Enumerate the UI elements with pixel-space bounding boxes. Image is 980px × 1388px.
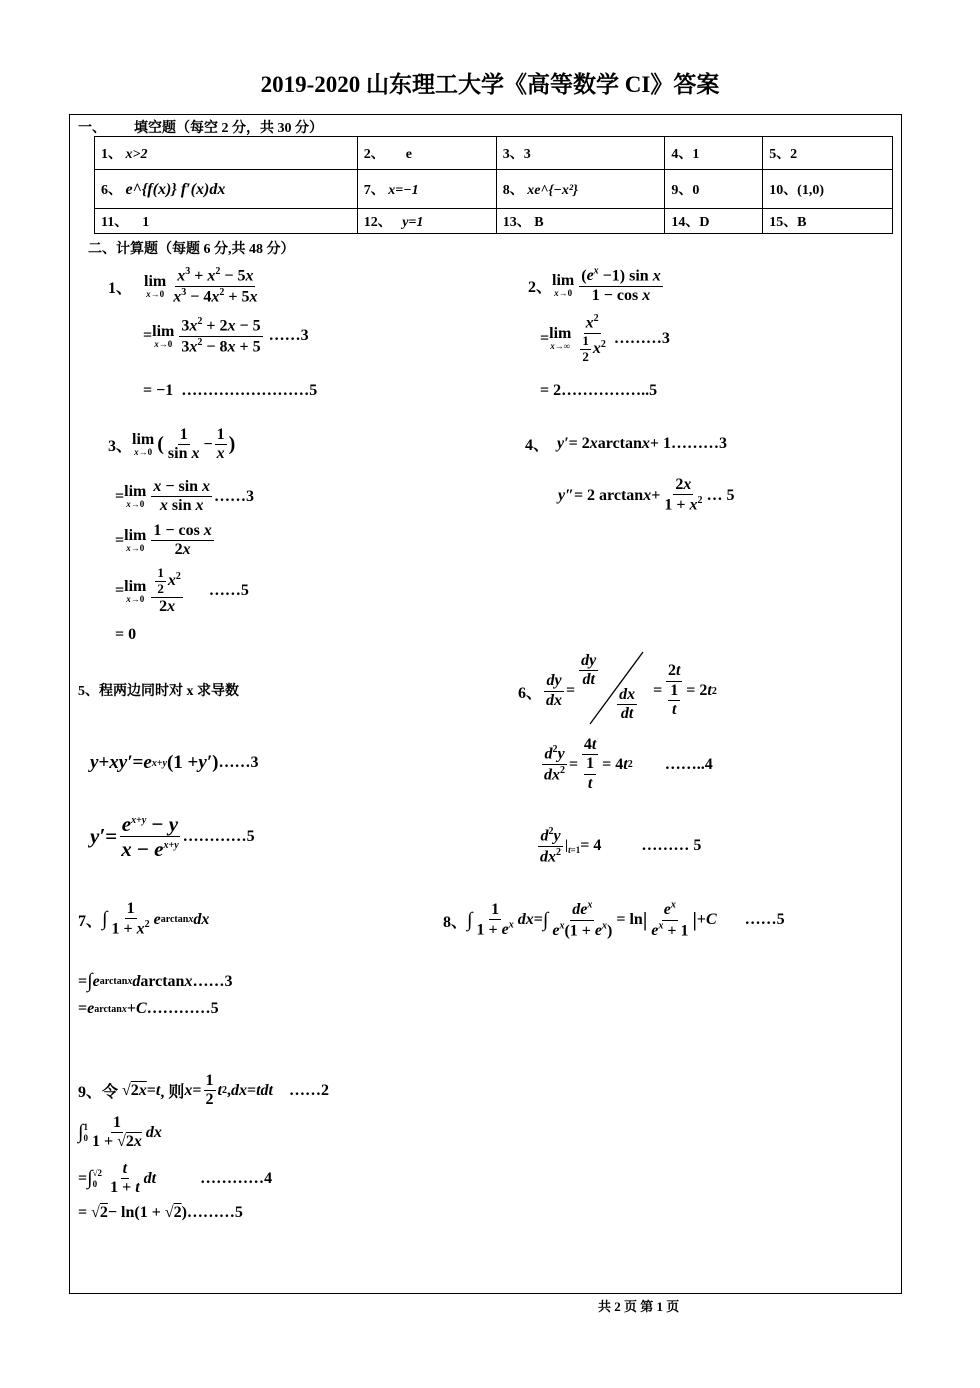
answer-cell-2: 2、 e xyxy=(357,137,496,170)
problem-7-step-2: = e arctanx + C …………5 xyxy=(78,1000,219,1017)
problem-4-step-1: 4、 y′ = 2 x arctan x + 1 ………3 xyxy=(525,434,728,454)
problem-9-step-2: = √ 2 − ln(1 + √ 2 ) ………5 xyxy=(78,1204,243,1221)
answer-cell-8: 8、 xe^{−x²} xyxy=(496,170,665,209)
page-footer: 共 2 页 第 1 页 xyxy=(598,1299,680,1314)
problem-5-step-2: y′ = $e^{x+y} - y$ $x - e^{x+y}$ …………5 xyxy=(90,812,255,862)
answer-cell-10: 10、(1,0) xyxy=(763,170,893,209)
answer-cell-7: 7、 x=−1 xyxy=(357,170,496,209)
answer-cell-5: 5、2 xyxy=(763,137,893,170)
problem-2-step-1: = lim x→∞ $x^2$ $\frac{1}{2}$ $x^2$ ………3 xyxy=(540,313,670,364)
problem-4-step-2: y″ = 2 arctan x + 2x $1 + x^2$ … 5 xyxy=(558,476,735,514)
problem-6-step-2: $d^2y$ $dx^2$ = 4t $\frac{1}{t}$ = 4 t 2 ……..4 xyxy=(544,736,713,792)
answer-cell-15: 15、B xyxy=(763,209,893,234)
problem-2-step-2: = 2 ……………..5 xyxy=(540,382,658,399)
problem-7-statement: 7、 ∫ 1 $1 + x^2$ e arctanx dx xyxy=(78,900,210,938)
fill-in-answer-table xyxy=(94,136,893,234)
page-title: 2019-2020 山东理工大学《高等数学 CI》答案 xyxy=(260,72,720,97)
problem-5-statement: 5、程两边同时对 x 求导数 xyxy=(78,684,239,699)
section-2-heading: 二、计算题（每题 6 分,共 48 分） xyxy=(88,242,295,257)
answer-cell-12: 12、 y=1 xyxy=(357,209,496,234)
problem-9-substitution: 9、令 √ 2x = t , 则 x = 1 2 t 2 , dx = tdt ……2 xyxy=(78,1072,329,1109)
answer-cell-4: 4、1 xyxy=(665,137,763,170)
problem-3-step-1: = lim x→0 x − sin x x sin x ……3 xyxy=(115,478,255,515)
answer-cell-3: 3、3 xyxy=(496,137,665,170)
answer-cell-13: 13、 B xyxy=(496,209,665,234)
problem-8-solution: 8、 ∫ 1 $1 + e^x$ dx = ∫ $de^x$ $e^x(1 + e^x)$ = ln | $e^x$ $e^x + 1$ | + C ……5 xyxy=(443,900,785,940)
section-1-heading: 一、 填空题（每空 2 分，共 30 分） xyxy=(78,121,323,136)
problem-3-step-2: = lim x→0 1 − cos x 2x xyxy=(115,522,212,559)
problem-1-step-1: = lim x→0 $3x^2 + 2x - 5$ $3x^2 - 8x + 5$ ……3 xyxy=(143,316,309,356)
problem-1-statement: 1、 lim x→0 $x^3 + x^2 - 5x$ $x^3 - 4x^2 + 5x$ xyxy=(108,266,258,306)
fraction-slash xyxy=(588,650,658,726)
answer-cell-9: 9、0 xyxy=(665,170,763,209)
answer-cell-1: 1、 x>2 xyxy=(95,137,358,170)
answer-cell-14: 14、D xyxy=(665,209,763,234)
problem-3-step-3: = lim x→0 $\frac{1}{2}$ $x^2$ 2x ……5 xyxy=(115,565,249,615)
problem-1-step-2: = −1 ……………………5 xyxy=(143,382,318,399)
problem-7-step-1: = ∫ e arctanx d arctan x ……3 xyxy=(78,970,233,992)
problem-6-step-1: 6、 dy dx = dy dt dx dt = 2t $\frac{1}{t}$ = 2 t 2 xyxy=(518,652,717,723)
problem-3-step-4: = 0 xyxy=(115,626,137,643)
answer-cell-6: 6、 e^{f(x)} f′(x)dx xyxy=(95,170,358,209)
problem-3-statement: 3、 lim x→0 ( 1 sin x − 1 x ) xyxy=(108,426,236,463)
problem-6-step-3: $d^2y$ $dx^2$ $|_{t=1}$ = 4 ……… 5 xyxy=(540,826,702,866)
problem-9-step-1: = ∫ √2 0 t 1 + t dt …………4 xyxy=(78,1160,273,1197)
answer-cell-11: 11、 1 xyxy=(95,209,358,234)
problem-9-integral: ∫ 1 0 1 1 + √2x dx xyxy=(78,1114,162,1151)
problem-2-statement: 2、 lim x→0 $(e^x -1)$ sin x 1 − cos x xyxy=(528,266,661,304)
problem-5-step-1: y + xy′ = e x+y (1 + y′ ) ……3 xyxy=(90,752,259,773)
